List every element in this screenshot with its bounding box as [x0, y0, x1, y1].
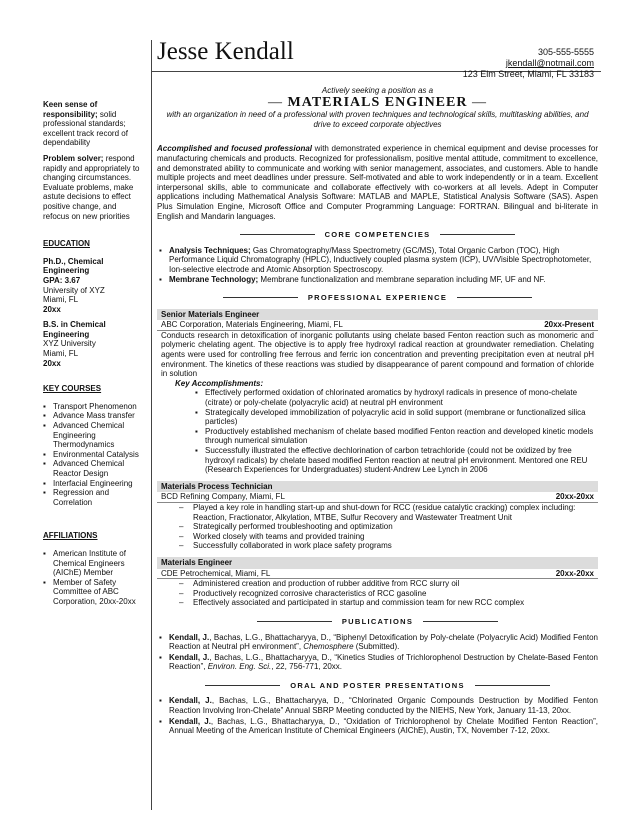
key-accomplishments-heading: Key Accomplishments: — [175, 378, 264, 388]
job-company: CDE Petrochemical, Miami, FL — [161, 568, 271, 578]
candidate-name: Jesse Kendall — [157, 38, 294, 65]
presentations-list — [157, 696, 598, 735]
summary-paragraph — [157, 144, 598, 221]
competency-item — [169, 275, 598, 285]
keen-sense-lead: Keen sense of responsibility; — [43, 100, 98, 119]
pub-tail: (Submitted). — [353, 642, 400, 652]
competency-text: Membrane functionalization and membrane separation including MF, UF and NF. — [258, 274, 546, 284]
competency-lead: Membrane Technology; — [169, 274, 259, 284]
job-dates: 20xx-20xx — [555, 492, 594, 502]
course-item: ▪ Advanced Chemical Engineering Thermodynamics — [53, 421, 143, 450]
pres-text: , Bachas, L.G., Bhattacharyya, D., “Chlorinated Organic Compounds Destruction by Modified Fenton Reaction Involving Iron-Chelate” Annual SBRP Meeting conducted by the NIEHS, New York, January 11-13, 20xx. — [169, 696, 598, 716]
job-company-row — [157, 320, 598, 331]
email-link[interactable]: jkendall@notmail.com — [505, 58, 594, 68]
education-bs — [43, 320, 143, 368]
job-company-row — [157, 569, 598, 580]
publications-heading-text: PUBLICATIONS — [341, 616, 414, 626]
phd-location: Miami, FL — [43, 295, 79, 305]
course-item: ▪ Interfacial Engineering — [53, 479, 143, 489]
job-title: Senior Materials Engineer — [157, 309, 598, 321]
job-dates: 20xx-Present — [544, 320, 594, 330]
bs-school: XYZ University — [43, 339, 96, 349]
job-duties-list — [157, 579, 598, 608]
job-title: Materials Engineer — [157, 557, 598, 569]
duty-item: – Successfully collaborated in work place safety programs — [193, 541, 598, 551]
publication-item — [169, 633, 598, 652]
pub-text: , Bachas, L.G., Bhattacharyya, D., “Kinetics Studies of Trichlorophenol Destruction by Chelate-Based Fenton Reaction”, — [169, 652, 598, 672]
publication-item — [169, 653, 598, 672]
role-title-text: MATERIALS ENGINEER — [287, 94, 468, 110]
duty-item: – Administered creation and production of rubber additive from RCC slurry oil — [193, 579, 598, 589]
accomplishment-item: ▪ Effectively performed oxidation of chlorinated aromatics by hydroxyl radicals in presence of mono-chelate (citrate) or poly-chelate (polyacrylic acid) at neutral pH environment — [205, 388, 598, 407]
job-duties-list — [157, 503, 598, 551]
course-item: ▪ Advanced Chemical Reactor Design — [53, 459, 143, 478]
publications-heading — [157, 617, 598, 627]
competency-text: Gas Chromatography/Mass Spectrometry (GC/MS), Total Organic Carbon (TOC), High Performance Liquid Chromatography (HPLC), Inductively coupled plasma system (ICP), UV/Visible Spectrophotometer, Ion-selective electrode and Atomic Absorption Spectroscopy. — [169, 245, 592, 274]
keen-sense-text: solid professional standards; excellent track record of dependability — [43, 109, 128, 148]
pres-author: Kendall, J. — [169, 716, 211, 726]
affiliation-item: ▪ Member of Safety Committee of ABC Corporation, 20xx-20xx — [53, 578, 143, 607]
bs-degree: B.S. in Chemical Engineering — [43, 320, 106, 339]
pub-author: Kendall, J. — [169, 652, 210, 662]
summary-lead: Accomplished and focused professional — [157, 144, 313, 154]
accomplishment-item: ▪ Successfully illustrated the effective dechlorination of carbon tetrachloride (could not be oxidized by free hydroxyl radicals) by chelate based modified Fenton reaction at neutral pH environment. Mentored one REU (Research Experiences for Undergraduates) student-Andrew Lee Lynch in 2006 — [205, 446, 598, 475]
bs-location: Miami, FL — [43, 349, 79, 359]
publications-list — [157, 633, 598, 672]
job-title: Materials Process Technician — [157, 481, 598, 493]
job-company-row — [157, 492, 598, 503]
problem-solver-lead: Problem solver; — [43, 153, 104, 163]
objective-statement: with an organization in need of a professional with proven techniques and technological skills, multitasking abilities, and drive to exceed corporate objectives — [166, 110, 589, 129]
accomplishment-item: ▪ Strategically developed immobilization of polyacrylic acid in solid support (membrane or functionalized silica particles) — [205, 408, 598, 427]
seeking-line: Actively seeking a position as a — [321, 86, 434, 95]
phd-school: University of XYZ — [43, 285, 105, 295]
competencies-heading-text: CORE COMPETENCIES — [324, 230, 431, 240]
presentations-heading-text: ORAL AND POSTER PRESENTATIONS — [290, 680, 465, 690]
competency-lead: Analysis Techniques; — [169, 245, 251, 255]
affiliations-list — [43, 549, 143, 607]
bs-year: 20xx — [43, 358, 61, 368]
presentation-item — [169, 696, 598, 715]
affiliation-item: ▪ American Institute of Chemical Engineers (AIChE) Member — [53, 549, 143, 578]
pres-text: , Bachas, L.G., Bhattacharyya, D., “Oxidation of Trichlorophenol by Chelate Modified Fenton Reaction”, Annual Meeting of the American Institute of Chemical Engineers (AIChE), Austin, TX, November 7-12, 20xx. — [169, 716, 598, 736]
role-title — [157, 94, 598, 110]
courses-heading: KEY COURSES — [43, 384, 102, 394]
course-item: ▪ Transport Phenomenon — [53, 402, 143, 412]
job-company: BCD Refining Company, Miami, FL — [161, 492, 285, 502]
competency-item — [169, 246, 598, 275]
course-item: ▪ Advance Mass transfer — [53, 411, 143, 421]
phd-year: 20xx — [43, 304, 61, 314]
address: 123 Elm Street, Miami, FL 33183 — [462, 69, 594, 79]
experience-heading-text: PROFESSIONAL EXPERIENCE — [307, 293, 448, 303]
phone: 305-555-5555 — [537, 47, 594, 57]
problem-solver-text: respond rapidly and appropriately to changing circumstances. Evaluate problems, make astute decisions to effect positive change, and refocus on new priorities — [43, 153, 140, 221]
courses-list — [43, 402, 143, 508]
competencies-list — [157, 246, 598, 284]
job-company: ABC Corporation, Materials Engineering, Miami, FL — [161, 320, 343, 330]
title-dash-left: — — [268, 94, 284, 110]
competencies-heading — [157, 230, 598, 240]
education-heading: EDUCATION — [43, 239, 90, 249]
accomplishment-item: ▪ Productively established mechanism of chelate based modified Fenton reaction and developed kinetic models through numerical simulation — [205, 427, 598, 446]
pub-journal: Environ. Eng. Sci. — [207, 662, 272, 672]
phd-degree: Ph.D., Chemical Engineering — [43, 256, 104, 276]
duty-item: – Effectively associated and participated in startup and commission team for new RCC complex — [193, 598, 598, 608]
main-content — [157, 86, 598, 737]
pub-journal: Chemosphere — [303, 642, 354, 652]
duty-item: – Productively recognized corrosive characteristics of RCC gasoline — [193, 589, 598, 599]
contact-block — [463, 47, 594, 80]
title-dash-right: — — [471, 94, 487, 110]
affiliations-heading: AFFILIATIONS — [43, 531, 98, 541]
duty-item: – Played a key role in handling start-up and shut-down for RCC (residue catalytic cracking) complex including: Reaction, Fractionator, Alkylation, MTBE, Sulfur Recovery and Wastewater Treatment Unit — [193, 503, 598, 522]
presentations-heading — [157, 681, 598, 691]
course-item: ▪ Regression and Correlation — [53, 488, 143, 507]
pub-tail: , 22, 756-771, 20xx. — [271, 662, 342, 672]
accomplishments-list — [157, 388, 598, 474]
pres-author: Kendall, J. — [169, 696, 212, 706]
job-description: Conducts research in detoxification of inorganic pollutants using chelate based Fenton reaction such as monomeric and polymeric chelating agent. The objective is to apply free hydroxyl radical reaction at groundwater remediation. Chelating agents were used for controlling free ferrous and ferric ion concentration and preventing precipitation even at neutral pH environment. The kinetics of these reactions was studied by disappearance of parent compound and formation of chloride in solution — [161, 330, 594, 379]
problem-solver — [43, 154, 143, 221]
keen-sense — [43, 100, 143, 148]
pub-author: Kendall, J. — [169, 632, 210, 642]
left-divider — [151, 40, 152, 810]
summary-text: with demonstrated experience in chemical equipment and devise processes for manufacturing chemicals and products. Recognized for professionalism, positive mental attitude, commitment to excellence, and demonstrated ability to communicate and working with senior management, associates, and customers. Able to handle multiple projects and meet deadlines under pressure. Self-motivated and able to work independently or in a team. Excellent interpersonal skills, able to communicate and collaborate effectively with co-workers at all levels. Adept in Computer applications including Mathematical Analysis Software: MATLAB and MAPLE, Statistical Analysis Software (SAS). Aspen Plus Simulation Engine, Microsoft Office and Computer Programming Language: FORTRAN. Bilingual and bi-literate in English and Mandarin languages. — [157, 144, 598, 221]
presentation-item — [169, 717, 598, 736]
education-phd — [43, 257, 143, 315]
job-dates: 20xx-20xx — [555, 568, 594, 578]
sidebar — [43, 100, 143, 607]
pub-text: , Bachas, L.G., Bhattacharyya, D., “Biphenyl Detoxification by Poly-chelate (Polyacrylic Acid) Modified Fenton Reaction at Neutral pH environment”, — [169, 632, 598, 652]
phd-gpa: GPA: 3.67 — [43, 275, 81, 285]
duty-item: – Worked closely with teams and provided training — [193, 532, 598, 542]
course-item: ▪ Environmental Catalysis — [53, 450, 143, 460]
duty-item: – Strategically performed troubleshooting and optimization — [193, 522, 598, 532]
experience-heading — [157, 293, 598, 303]
